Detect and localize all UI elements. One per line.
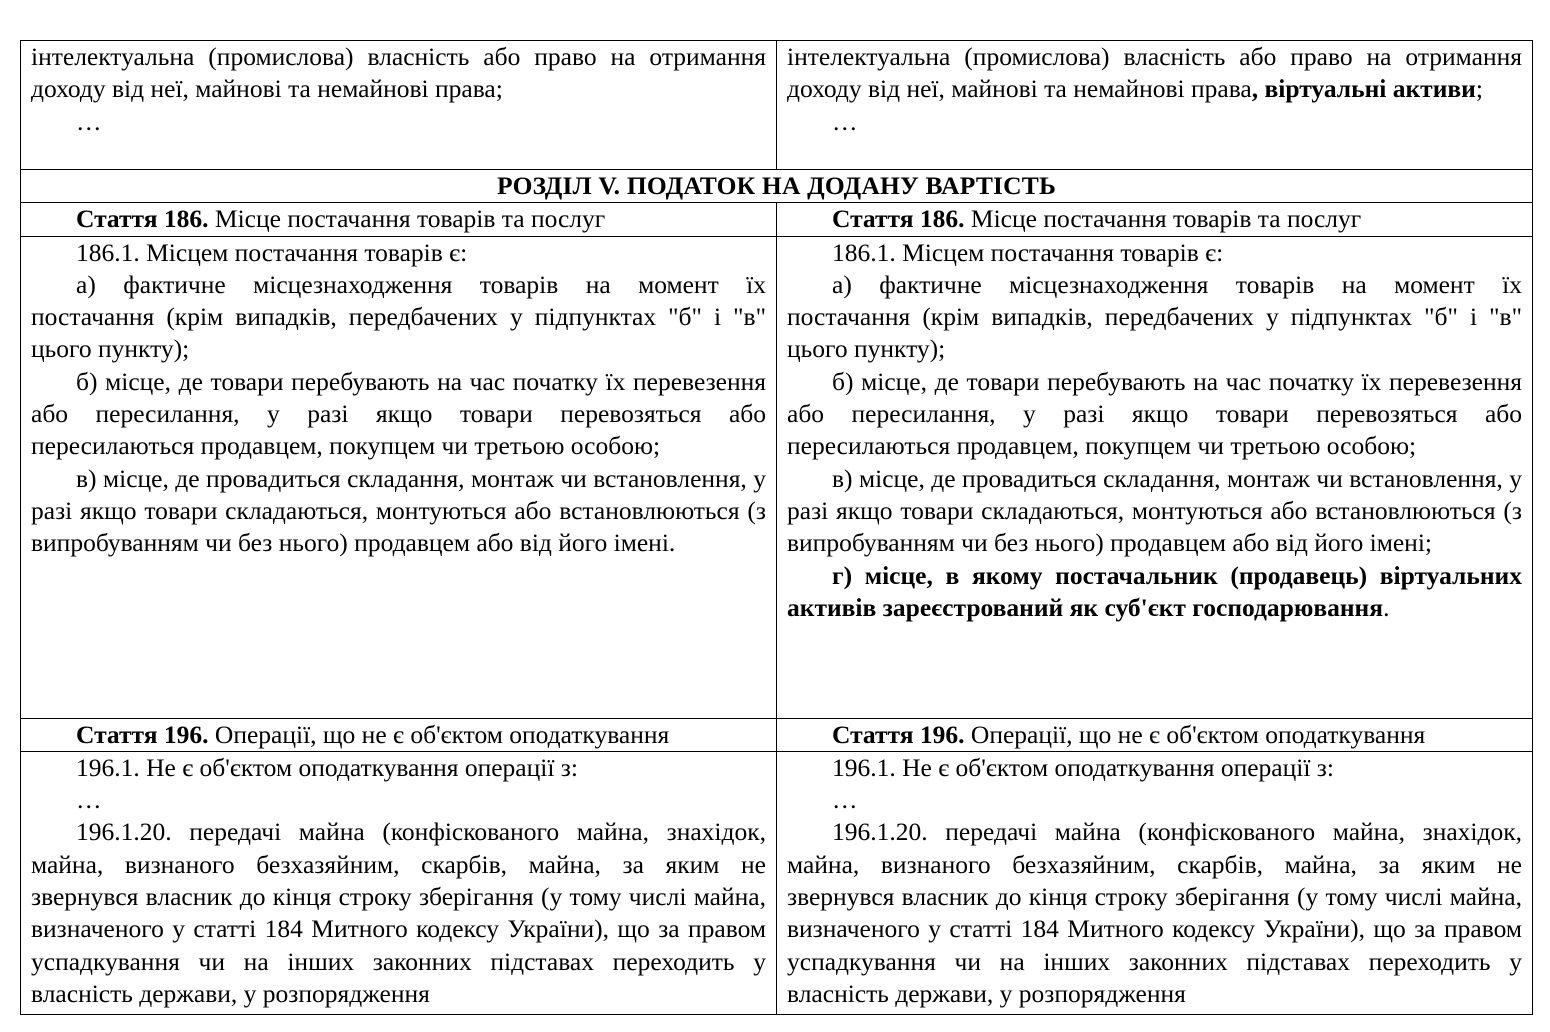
paragraph-end: ; [1475, 74, 1483, 104]
cell-content [31, 752, 766, 1014]
paragraph: 196.1. Не є об'єктом оподаткування операції з: [832, 752, 1334, 782]
ellipsis: … [832, 106, 858, 136]
article-title: Місце постачання товарів та послуг [964, 204, 1362, 234]
ellipsis: … [76, 785, 102, 815]
left-cell [21, 41, 777, 170]
article-header [777, 718, 1533, 751]
cell-content [787, 752, 1522, 1014]
paragraph: 186.1. Місцем постачання товарів є: [832, 237, 1224, 267]
article-title: Операції, що не є об'єктом оподаткування [208, 719, 670, 749]
article-header [21, 718, 777, 751]
paragraph: інтелектуальна (промислова) власність або право на отримання доходу від неї, майнові та немайнові права; [31, 42, 766, 104]
ellipsis: … [832, 785, 858, 815]
article-header [21, 203, 777, 236]
right-cell [777, 41, 1533, 170]
paragraph: в) місце, де провадиться складання, монтаж чи встановлення, у разі якщо товари складаються, монтуються або встановлюються (з випробуванням чи без нього) продавцем або від його імені; [787, 463, 1522, 558]
comparison-table [20, 40, 1533, 1015]
article-label: Стаття 186. [76, 204, 209, 234]
paragraph: б) місце, де товари перебувають на час початку їх перевезення або пересилання, у разі якщо товари перевозяться або пересилаються продавцем, покупцем чи третьою особою; [31, 366, 766, 461]
article-label: Стаття 196. [76, 719, 209, 749]
ellipsis: … [76, 106, 102, 136]
right-cell [777, 236, 1533, 718]
added-text: , віртуальні активи [1251, 74, 1476, 104]
paragraph: а) фактичне місцезнаходження товарів на момент їх постачання (крім випадків, передбачених у підпунктах "б" і "в" цього пункту); [787, 269, 1522, 364]
article-header [777, 203, 1533, 236]
article-title: Місце постачання товарів та послуг [208, 204, 606, 234]
right-cell [777, 751, 1533, 1014]
paragraph [787, 41, 1522, 106]
paragraph [787, 560, 1522, 625]
paragraph: 196.1.20. передачі майна (конфіскованого майна, знахідок, майна, визнаного безхазяйним, скарбів, майна, за яким не звернувся власник до кінця строку зберігання (у тому числі майна, визначеного у статті 184 Митного кодексу України), що за правом успадкування чи на інших законних підставах переходить у власність держави, у розпорядження [787, 817, 1522, 1008]
section-title: РОЗДІЛ V. ПОДАТОК НА ДОДАНУ ВАРТІСТЬ [21, 170, 1533, 203]
paragraph: 196.1. Не є об'єктом оподаткування операції з: [76, 752, 578, 782]
table-row [21, 41, 1533, 170]
section-row [21, 170, 1533, 203]
article-label: Стаття 186. [832, 204, 965, 234]
paragraph-text: інтелектуальна (промислова) власність або право на отримання доходу від неї, майнові та немайнові права [787, 42, 1522, 104]
table-row [21, 751, 1533, 1014]
paragraph: 186.1. Місцем постачання товарів є: [76, 237, 468, 267]
article-header-row [21, 718, 1533, 751]
article-header-row [21, 203, 1533, 236]
paragraph: в) місце, де провадиться складання, монтаж чи встановлення, у разі якщо товари складаються, монтуються або встановлюються (з випробуванням чи без нього) продавцем або від його імені. [31, 463, 766, 558]
paragraph-end: . [1383, 592, 1390, 622]
added-text: г) місце, в якому постачальник (продавець) віртуальних активів зареєстрований як суб'єкт господарювання [787, 560, 1522, 622]
left-cell [21, 236, 777, 718]
paragraph: б) місце, де товари перебувають на час початку їх перевезення або пересилання, у разі якщо товари перевозяться або пересилаються продавцем, покупцем чи третьою особою; [787, 366, 1522, 461]
paragraph: 196.1.20. передачі майна (конфіскованого майна, знахідок, майна, визнаного безхазяйним, скарбів, майна, за яким не звернувся власник до кінця строку зберігання (у тому числі майна, визначеного у статті 184 Митного кодексу України), що за правом успадкування чи на інших законних підставах переходить у власність держави, у розпорядження [31, 817, 766, 1008]
article-label: Стаття 196. [832, 719, 965, 749]
left-cell [21, 751, 777, 1014]
paragraph: а) фактичне місцезнаходження товарів на момент їх постачання (крім випадків, передбачених у підпунктах "б" і "в" цього пункту); [31, 269, 766, 364]
table-row [21, 236, 1533, 718]
article-title: Операції, що не є об'єктом оподаткування [964, 719, 1426, 749]
